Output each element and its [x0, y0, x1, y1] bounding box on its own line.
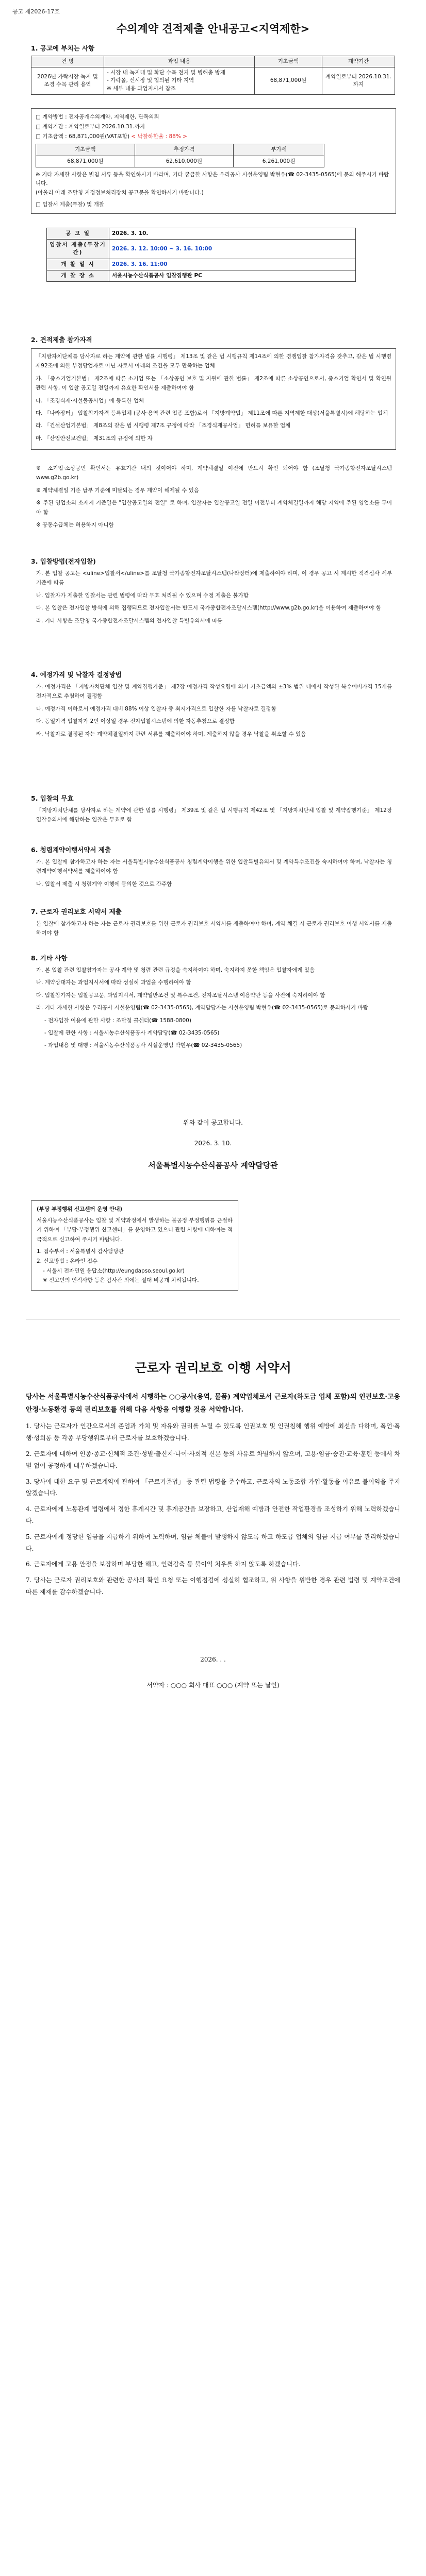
- note: ※ 기타 자세한 사항은 별첨 서류 등을 확인하시기 바라며, 기타 궁금한 사항은 우리공사 시설운영팀 박현우(☎ 02-3435-0565)에 문의 해주시기 바랍니다.: [36, 171, 389, 187]
- cost-head: 부가세: [234, 144, 324, 156]
- content-line: - 시장 내 녹지대 및 화단 수목 전지 및 병해충 방제: [107, 70, 225, 76]
- worker-rights: [36, 919, 392, 941]
- note: (아울러 아래 조달청 지정정보처리장치 공고문을 확인하시기 바랍니다.): [36, 190, 204, 196]
- award-method: [36, 682, 392, 742]
- schedule-key: 개 찰 일 시: [47, 259, 109, 270]
- eligibility-note: ※ 공동수급체는 허용하지 아니함: [36, 521, 114, 528]
- other-matters: [36, 965, 392, 1054]
- page-title: 수의계약 견적제출 안내공고<지역제한>: [116, 23, 310, 35]
- eligibility-note: ※ 소기업·소상공인 확인서는 유효기간 내의 것이어야 하며, 계약체결일 이전에 반드시 확인 되어야 함 (조달청 국가종합전자조달시스템 www.g2b.go.kr): [36, 465, 392, 481]
- section-7-heading: 7. 근로자 권리보호 서약서 제출: [31, 908, 122, 916]
- cost-value: 68,871,000원: [36, 156, 135, 167]
- pledge-item: 6. 근로자에게 고용 안정을 보장하며 부당한 해고, 인력감축 등 불이익 처우를 하지 않도록 하겠습니다.: [26, 1561, 301, 1568]
- bid-method-item: 가. 본 입찰 공고는 <uline>입찰서</uline>를 조달청 국가종합전자조달시스템(나라장터)에 제출하여야 하며, 이 경우 공고 시 제시한 적격심사 세부기준에 따름: [36, 570, 392, 586]
- bid-method: [36, 569, 392, 629]
- bid-submission-label: □ 입찰서 제출(투찰) 및 개찰: [36, 201, 104, 208]
- pledge-item: 1. 당사는 근로자가 인간으로서의 존엄과 가치 및 자유와 권리를 누릴 수 있도록 인권보호 및 인권침해 행위 예방에 최선을 다하며, 폭언·폭행·성희롱 등 각종 부당행위로부터 근로자를 보호하겠습니다.: [26, 1422, 400, 1442]
- pledge-body: [26, 1391, 400, 1602]
- eligibility-item: 라. 「건설산업기본법」 제8조의 같은 법 시행령 제7조 규정에 따라 「조경식재공사업」 면허를 보유한 업체: [36, 422, 291, 429]
- bid-method-item: 라. 기타 사항은 조달청 국가종합전자조달시스템의 전자입찰 특별유의서에 따름: [36, 617, 223, 624]
- award-item: 다. 동일가격 입찰자가 2인 이상일 경우 전자입찰시스템에 의한 자동추첨으로 결정함: [36, 718, 235, 725]
- pledge-item: 5. 근로자에게 정당한 임금을 지급하기 위하여 노력하며, 임금 체불이 발생하지 않도록 하고 하도급 업체의 임금 지급 여부를 관리하겠습니다.: [26, 1533, 400, 1552]
- other-item: 라. 기타 자세한 사항은 우리공사 시설운영팀(☎ 02-3435-0565), 계약담당자는 시설운영팀 박현우(☎ 02-3435-0565)로 문의하시기 바람: [36, 1005, 368, 1011]
- content-line: ※ 세부 내용 과업지시서 참조: [107, 85, 176, 92]
- eligibility-note: ※ 계약체결일 기준 납부 기준에 미달되는 경우 계약이 해제될 수 있음: [36, 487, 200, 494]
- schedule-key: 개 찰 장 소: [47, 270, 109, 281]
- contract-period: 계약일로부터 2026.10.31.까지: [322, 67, 395, 95]
- report-lead: 서울시농수산식품공사는 입찰 및 계약과정에서 발생하는 불공정·부정행위를 근절하기 위하여 「부당·부정행위 신고센터」를 운영하고 있으니 관련 사항에 대하여는 적극적으로 신고하여 주시기 바랍니다.: [37, 1217, 233, 1243]
- award-item: 나. 예정가격 이하로서 예정가격 대비 88% 이상 입찰자 중 최저가격으로 입찰한 자를 낙찰자로 결정함: [36, 705, 276, 712]
- eligibility-item: 다. 「나라장터」 입찰참가자격 등록업체 (공사·용역 관련 업종 포함)로서 「지방계약법」 제11조에 따른 지역제한 대상(서울특별시)에 해당하는 업체: [36, 410, 388, 416]
- other-item: 다. 입찰참가자는 입찰공고문, 과업지시서, 계약일반조건 및 특수조건, 전자조달시스템 이용약관 등을 사전에 숙지하여야 함: [36, 992, 325, 998]
- term-method: □ 계약방법 : 전자공개수의계약, 지역제한, 단독의뢰: [36, 114, 159, 120]
- announcement-number: 공고 제2026-17호: [12, 8, 60, 15]
- report-item: ※ 신고인의 인적사항 등은 감사관 외에는 절대 비공개 처리됩니다.: [43, 1277, 199, 1284]
- section-3-heading: 3. 입찰방법(전자입찰): [31, 557, 96, 565]
- eligibility-item: 나. 「조경식재·시설물공사업」에 등록한 업체: [36, 397, 144, 404]
- award-item: 라. 낙찰자로 결정된 자는 계약체결일까지 관련 서류를 제출하여야 하며, 제출하지 않을 경우 낙찰을 취소할 수 있음: [36, 731, 306, 737]
- term-period: □ 계약기간 : 계약일로부터 2026.10.31.까지: [36, 123, 145, 130]
- pledge-title: 근로자 권리보호 이행 서약서: [135, 1360, 291, 1375]
- cost-value: 6,261,000원: [234, 156, 324, 167]
- report-link[interactable]: - 서울시 전자민원 응답소(http://eungdapso.seoul.go.kr): [43, 1267, 185, 1274]
- invalid-bids: [36, 806, 392, 828]
- eligibility-lead: 「지방자치단체를 당사자로 하는 계약에 관한 법률 시행령」 제13조 및 같은 법 시행규칙 제14조에 의한 경쟁입찰 참가자격을 갖추고, 같은 법 시행령 제92조에 의한 부정당업자로 아닌 자로서 아래의 조건을 모두 만족하는 업체: [36, 353, 391, 369]
- section-6-heading: 6. 청렴계약이행서약서 제출: [31, 846, 111, 854]
- section-8-heading: 8. 기타 사항: [31, 954, 68, 962]
- eligibility-item: 마. 「산업안전보건법」 제31조의 규정에 의한 자: [36, 435, 153, 442]
- section-2-heading: 2. 견적제출 참가자격: [31, 336, 92, 344]
- worker-rights-text: 본 입찰에 참가하고자 하는 자는 근로자 권리보호를 위한 근로자 권리보호 서약서를 제출하여야 하며, 계약 체결 시 근로자 권리보호 이행 서약서를 제출하여야 함: [36, 921, 392, 937]
- award-item: 가. 예정가격은 「지방자치단체 입찰 및 계약집행기준」 제2장 예정가격 작성요령에 의거 기초금액의 ±3% 범위 내에서 작성된 복수예비가격 15개를 전자적으로 추첨하여 결정함: [36, 684, 392, 700]
- invalid-bids-text: 「지방자치단체를 당사자로 하는 계약에 관한 법률 시행령」 제39조 및 같은 법 시행규칙 제42조 및 「지방자치단체 입찰 및 계약집행기준」 제12장 입찰유의서에 해당하는 입찰은 무효로 함: [36, 807, 392, 823]
- contract-summary-table: [31, 56, 395, 95]
- other-item: 나. 계약상대자는 과업지시서에 따라 성실히 과업을 수행하여야 함: [36, 979, 191, 986]
- pledge-signature: 서약자 : ○○○ 회사 대표 ○○○ (계약 또는 날인): [146, 1682, 280, 1689]
- col-content: 과업 내용: [104, 56, 255, 67]
- pledge-item: 2. 근로자에 대하여 인종·종교·신체적 조건·성별·출신지·나이·사회적 신분 등의 사유로 차별하지 않으며, 고용·임금·승진·교육·훈련 등에서 차별 없이 공정하게 대우하겠습니다.: [26, 1450, 400, 1469]
- cost-head: 기초금액: [36, 144, 135, 156]
- min-rate-note: < 낙찰하한율 : 88% >: [131, 133, 187, 140]
- schedule-value: 2026. 3. 12. 10:00 ~ 3. 16. 10:00: [109, 240, 356, 259]
- contract-terms-box: [31, 108, 396, 214]
- eligibility-notes: [36, 464, 392, 533]
- schedule-value: 서울시농수산식품공사 입찰집행관 PC: [109, 270, 356, 281]
- schedule-table: [46, 228, 356, 282]
- schedule-value: 2026. 3. 16. 11:00: [109, 259, 356, 270]
- eligibility-box: [31, 348, 396, 450]
- contact-line: - 전자입찰 이용에 관한 사항 : 조달청 콜센터(☎ 1588-0800): [44, 1017, 191, 1024]
- section-5-heading: 5. 입찰의 무효: [31, 794, 74, 802]
- closing-text: 위와 같이 공고합니다.: [183, 1119, 243, 1126]
- section-1-heading: 1. 공고에 부치는 사항: [31, 44, 95, 52]
- section-4-heading: 4. 예정가격 및 낙찰자 결정방법: [31, 671, 122, 679]
- report-title: (부당 부정행위 신고센터 운영 안내): [37, 1206, 123, 1212]
- other-item: 가. 본 입찰 관련 입찰참가자는 공사 계약 및 청렴 관련 규정을 숙지하여야 하며, 숙지하지 못한 책임은 입찰자에게 있음: [36, 967, 315, 973]
- pledge-item: 4. 근로자에게 노동관계 법령에서 정한 휴게시간 및 휴게공간을 보장하고, 산업재해 예방과 안전한 작업환경을 조성하기 위해 노력하겠습니다.: [26, 1505, 400, 1524]
- contract-name: 2026년 가락시장 녹지 및 조경 수목 관리 용역: [31, 67, 104, 95]
- schedule-value: 2026. 3. 10.: [109, 228, 356, 240]
- pledge-intro: 당사는 서울특별시농수산식품공사에서 시행하는 ○○공사(용역, 물품) 계약업체로서 근로자(하도급 업체 포함)의 인권보호·고용안정·노동환경 등의 권리보호를 위해 다음 사항을 이행할 것을 서약합니다.: [26, 1393, 400, 1414]
- report-center-box: [31, 1200, 238, 1291]
- cost-table: [36, 144, 324, 167]
- cost-value: 62,610,000원: [135, 156, 234, 167]
- schedule-key: 입찰서 제출(투찰기간): [47, 240, 109, 259]
- col-name: 건 명: [31, 56, 104, 67]
- announcement-date: 2026. 3. 10.: [194, 1140, 232, 1147]
- contact-line: - 입찰에 관한 사항 : 서울시농수산식품공사 계약담당(☎ 02-3435-0565): [44, 1029, 220, 1036]
- eligibility-note: ※ 주된 영업소의 소재지 기준일은 "입찰공고일의 전일" 로 하며, 입찰자는 입찰공고일 전일 이전부터 계약체결일까지 해당 지역에 주된 영업소를 두어야 함: [36, 500, 392, 516]
- signer: 서울특별시농수산식품공사 계약담당관: [148, 1161, 278, 1170]
- contact-line: - 과업내용 및 대행 : 서울시농수산식품공사 시설운영팀 박현우(☎ 02-3435-0565): [44, 1042, 242, 1049]
- cost-head: 추정가격: [135, 144, 234, 156]
- col-price: 기초금액: [255, 56, 322, 67]
- bid-method-item: 다. 본 입찰은 전자입찰 방식에 의해 집행되므로 전자입찰서는 반드시 국가종합전자조달시스템(http://www.g2b.go.kr)을 이용하여 제출하여야 함: [36, 605, 382, 612]
- pledge-date: 2026. . .: [200, 1656, 226, 1663]
- report-item: 2. 신고방법 : 온라인 접수: [37, 1258, 98, 1264]
- report-item: 1. 접수부서 : 서울특별시 감사담당관: [37, 1248, 124, 1255]
- base-price: 68,871,000원: [255, 67, 322, 95]
- content-line: - 가락몰, 신시장 및 협의된 기타 지역: [107, 77, 194, 84]
- integrity-item: 가. 본 입찰에 참가하고자 하는 자는 서울특별시농수산식품공사 청렴계약이행을 위한 입찰특별유의서 및 계약특수조건을 숙지하여야 하며, 낙찰자는 청렴계약이행서약서를 제출하여야 함: [36, 859, 392, 875]
- pledge-item: 7. 당사는 근로자 권리보호와 관련한 공사의 확인 요청 또는 이행점검에 성실히 협조하고, 위 사항을 위반한 경우 관련 법령 및 계약조건에 따른 제재를 감수하겠습니다.: [26, 1577, 400, 1596]
- pledge-item: 3. 당사에 대한 요구 및 근로계약에 관하여 「근로기준법」 등 관련 법령을 준수하고, 근로자의 노동조합 가입·활동을 이유로 불이익을 주지 않겠습니다.: [26, 1478, 400, 1497]
- schedule-key: 공 고 일: [47, 228, 109, 240]
- col-period: 계약기간: [322, 56, 395, 67]
- integrity-item: 나. 입찰서 제출 시 청렴계약 이행에 동의한 것으로 간주함: [36, 880, 172, 887]
- eligibility-item: 가. 「중소기업기본법」 제2조에 따른 소기업 또는 「소상공인 보호 및 지원에 관한 법률」 제2조에 따른 소상공인으로서, 중소기업 확인서 및 확인원 관련 사항, 이 입찰 공고일 전일까지 유효한 확인서를 제출하여야 함: [36, 375, 391, 392]
- term-price: □ 기초금액 : 68,871,000원(VAT포함): [36, 133, 130, 140]
- bid-method-item: 나. 입찰자가 제출한 입찰서는 관련 법령에 따라 무효 처리될 수 있으며 수정 제출은 불가함: [36, 592, 249, 599]
- integrity-pledge: [36, 857, 392, 892]
